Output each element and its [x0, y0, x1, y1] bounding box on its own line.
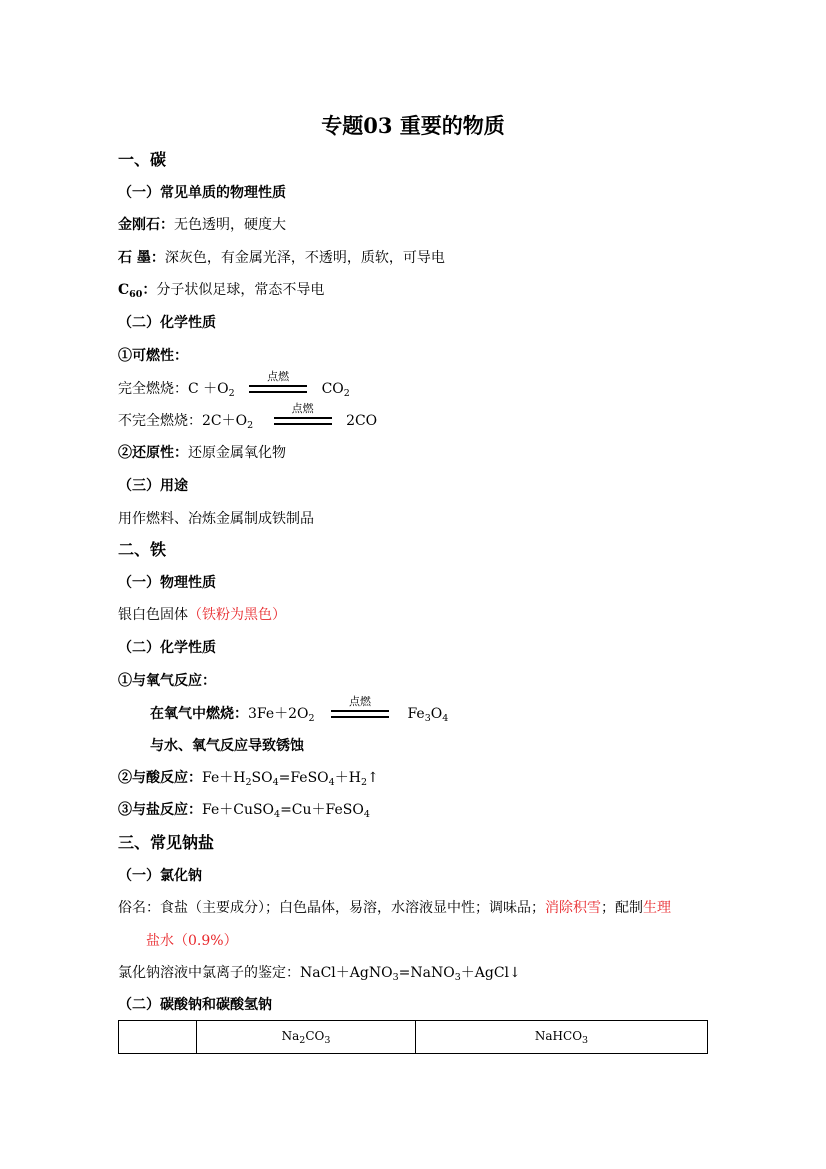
sodium-chloride-text: 俗名：食盐（主要成分）；白色晶体，易溶，水溶液显中性；调味品；消除积雪；配制生理 [118, 900, 671, 916]
sodium-chloride-heading: （一）氯化钠 [118, 868, 202, 884]
carbonate-heading: （二）碳酸钠和碳酸氢钠 [118, 997, 272, 1013]
incomplete-combustion-equation: 不完全燃烧：$2C+O_2$ 点燃 2CO [118, 402, 378, 431]
iron-salt-equation: ③与盐反应：Fe＋CuSO$_4$=Cu＋FeSO$_4$ [118, 802, 370, 820]
carbonate-table [118, 1020, 708, 1054]
iron-burning-equation: 在氧气中燃烧：$3Fe+2O_2$ 点燃 $Fe_3O_4$ [150, 695, 449, 724]
section-sodium-salts-heading: 三、常见钠盐 [118, 833, 215, 852]
carbon-uses-heading: （三）用途 [118, 478, 188, 494]
rust-text: 与水、氧气反应导致锈蚀 [150, 738, 304, 754]
table-corner-cell [119, 1021, 197, 1054]
c60-text: 分子状似足球，常态不导电 [156, 282, 325, 298]
iron-chemical-heading: （二）化学性质 [118, 640, 216, 656]
reaction-condition: 点燃 [331, 705, 389, 723]
reducibility-line: ②还原性：还原金属氧化物 [118, 445, 286, 461]
reaction-condition: 点燃 [274, 412, 332, 430]
graphite-text: 深灰色，有金属光泽，不透明，质软，可导电 [164, 250, 445, 266]
iron-physical-text: 银白色固体（铁粉为黑色） [118, 607, 286, 623]
complete-combustion-equation: 完全燃烧：$C +O_2$ 点燃 $CO_2$ [118, 370, 350, 399]
page-title: 专题03 重要的物质 [321, 113, 505, 138]
diamond-text: 无色透明，硬度大 [174, 217, 286, 233]
carbon-uses-text: 用作燃料、冶炼金属制成铁制品 [118, 511, 314, 527]
section-carbon-heading: 一、碳 [118, 150, 167, 169]
c60-line [118, 281, 324, 304]
iron-acid-equation: ②与酸反应：$Fe+H_2SO_4=FeSO_4+H_2↑$ [118, 770, 379, 788]
chloride-test-equation: 氯化钠溶液中氯离子的鉴定：NaCl＋AgNO$_3$=NaNO$_3$＋AgCl↓ [118, 965, 521, 983]
iron-physical-heading: （一）物理性质 [118, 575, 216, 591]
table-header-nahco3: NaHCO$_3$ [416, 1021, 708, 1054]
table-header-na2co3: $Na_2CO_3$ [197, 1021, 416, 1054]
graphite-line [118, 249, 445, 267]
saline-text: 盐水（0.9%） [146, 933, 238, 949]
carbon-physical-heading: （一）常见单质的物理性质 [118, 185, 286, 201]
section-iron-heading: 二、铁 [118, 540, 167, 559]
table-row [119, 1021, 708, 1054]
carbon-chemical-heading: （二）化学性质 [118, 315, 216, 331]
diamond-line [118, 216, 286, 234]
flammability-heading: ①可燃性： [118, 348, 188, 364]
iron-oxygen-heading: ①与氧气反应： [118, 673, 216, 689]
graphite-label: 石 墨： [118, 250, 165, 266]
reaction-condition: 点燃 [249, 380, 307, 398]
c60-label: $C_{60}$： [118, 282, 157, 300]
diamond-label: 金刚石： [118, 217, 174, 233]
